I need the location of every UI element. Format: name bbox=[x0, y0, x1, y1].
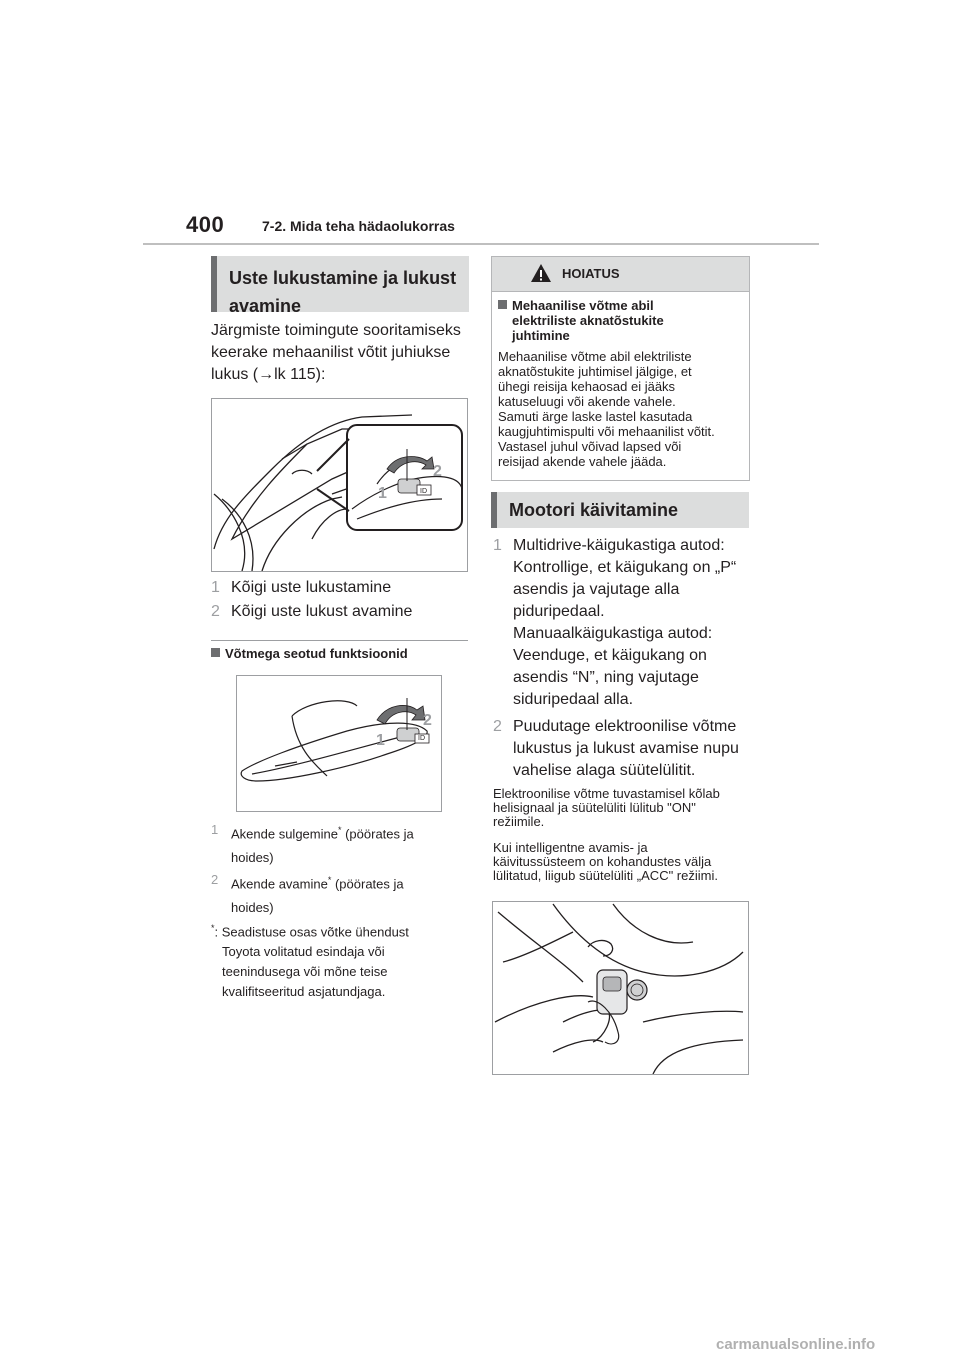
heading-engine-start: Mootori käivitamine bbox=[491, 492, 749, 528]
list-item bbox=[211, 577, 391, 599]
footnote-line: : Seadistuse osas võtke ühendust bbox=[214, 924, 409, 940]
step-1: 1 Multidrive-käigukastiga autod: Kontrollige, et käigukang on „P“ asendis ja vajutage alla piduripedaal. Manuaalkäigukastiga autod: Veenduge, et käigukang on asendis “N”, ning vajutage siduripedaal alla. bbox=[493, 537, 737, 708]
footnote bbox=[211, 918, 466, 1002]
list-text: Akende avamine* (pöörates ja bbox=[231, 875, 404, 892]
intro-line: lukus (→lk 115): bbox=[211, 366, 326, 383]
step-2: 2 Puudutage elektroonilise võtme lukustus ja lukust avamise nupu vahelise alaga süütelülitit. bbox=[493, 718, 739, 779]
list-text-continued: hoides) bbox=[231, 850, 274, 866]
figure2-label-1: 1 bbox=[376, 732, 385, 749]
door-handle-illustration bbox=[237, 676, 441, 811]
warning-text: Mehaanilise võtme abil elektriliste aknatõstukite juhtimisel jälgige, et ühegi reisija kehaosad ei jääks katuseluugi või akende vahele. Samuti ärge laske lastel kasutada kaugjuhtimispulti või mehaanilist võtit. Vastasel juhul võivad lapsed või reisijad akende vahele jääda. bbox=[498, 349, 715, 469]
intro-text bbox=[211, 320, 471, 386]
warning-subtitle: Mehaanilise võtme abil elektriliste aknatõstukite juhtimine bbox=[492, 292, 749, 343]
list-text: Akende sulgemine* (pöörates ja bbox=[231, 825, 414, 842]
note-smart-entry: Kui intelligentne avamis- ja käivitussüsteem on kohandustes välja lülitatud, liigub süütelüliti „ACC" režiimi. bbox=[493, 840, 718, 883]
step-number: 2 bbox=[493, 718, 502, 735]
list-item bbox=[211, 820, 461, 868]
list-number: 2 bbox=[211, 603, 220, 620]
warning-box bbox=[491, 256, 750, 481]
figure-car-door-key bbox=[211, 398, 468, 572]
section-title: 7-2. Mida teha hädaolukorras bbox=[262, 218, 455, 234]
subheading-text: Võtmega seotud funktsioonid bbox=[225, 646, 408, 661]
list-text: Kõigi uste lukust avamine bbox=[231, 603, 413, 620]
figure1-label-2: 2 bbox=[433, 463, 442, 480]
footnote-line: kvalifitseeritud asjatundjaga. bbox=[222, 984, 386, 1000]
warning-header bbox=[492, 257, 749, 292]
list-item bbox=[211, 601, 412, 623]
footnote-mark: * bbox=[211, 923, 215, 933]
header-rule bbox=[143, 243, 819, 245]
warning-triangle-icon bbox=[530, 263, 552, 283]
list-number: 2 bbox=[211, 872, 219, 887]
footer-watermark: carmanualsonline.info bbox=[716, 1336, 876, 1353]
figure2-key-tag: ID bbox=[418, 735, 425, 742]
list-item bbox=[211, 870, 461, 918]
list-number: 1 bbox=[211, 579, 220, 596]
subheading-key-functions bbox=[211, 646, 408, 661]
square-bullet-icon bbox=[211, 648, 220, 657]
ignition-key-illustration bbox=[493, 902, 748, 1074]
figure-key-ignition bbox=[492, 901, 749, 1075]
list-text: Kõigi uste lukustamine bbox=[231, 579, 392, 596]
list-number: 1 bbox=[211, 822, 219, 837]
footnote-line: Toyota volitatud esindaja või bbox=[222, 944, 385, 960]
heading-door-locking: Uste lukustamine ja lukust avamine bbox=[211, 256, 469, 312]
footnote-line: teenindusega või mõne teise bbox=[222, 964, 388, 980]
figure1-label-1: 1 bbox=[378, 485, 387, 502]
warning-title: HOIATUS bbox=[562, 266, 620, 281]
square-bullet-icon bbox=[498, 300, 507, 309]
list-text-continued: hoides) bbox=[231, 900, 274, 916]
step-number: 1 bbox=[493, 537, 502, 554]
intro-line: Järgmiste toimingute sooritamiseks bbox=[211, 322, 461, 339]
intro-line: keerake mehaanilist võtit juhiukse bbox=[211, 344, 451, 361]
figure2-label-2: 2 bbox=[423, 712, 432, 729]
page-number: 400 bbox=[186, 212, 225, 237]
divider bbox=[211, 640, 468, 641]
car-door-illustration bbox=[212, 399, 467, 571]
figure1-key-tag: ID bbox=[420, 488, 427, 495]
figure-door-handle-key bbox=[236, 675, 442, 812]
note-key-detection: Elektroonilise võtme tuvastamisel kõlab helisignaal ja süütelüliti lülitub "ON" režiimile. bbox=[493, 786, 720, 829]
